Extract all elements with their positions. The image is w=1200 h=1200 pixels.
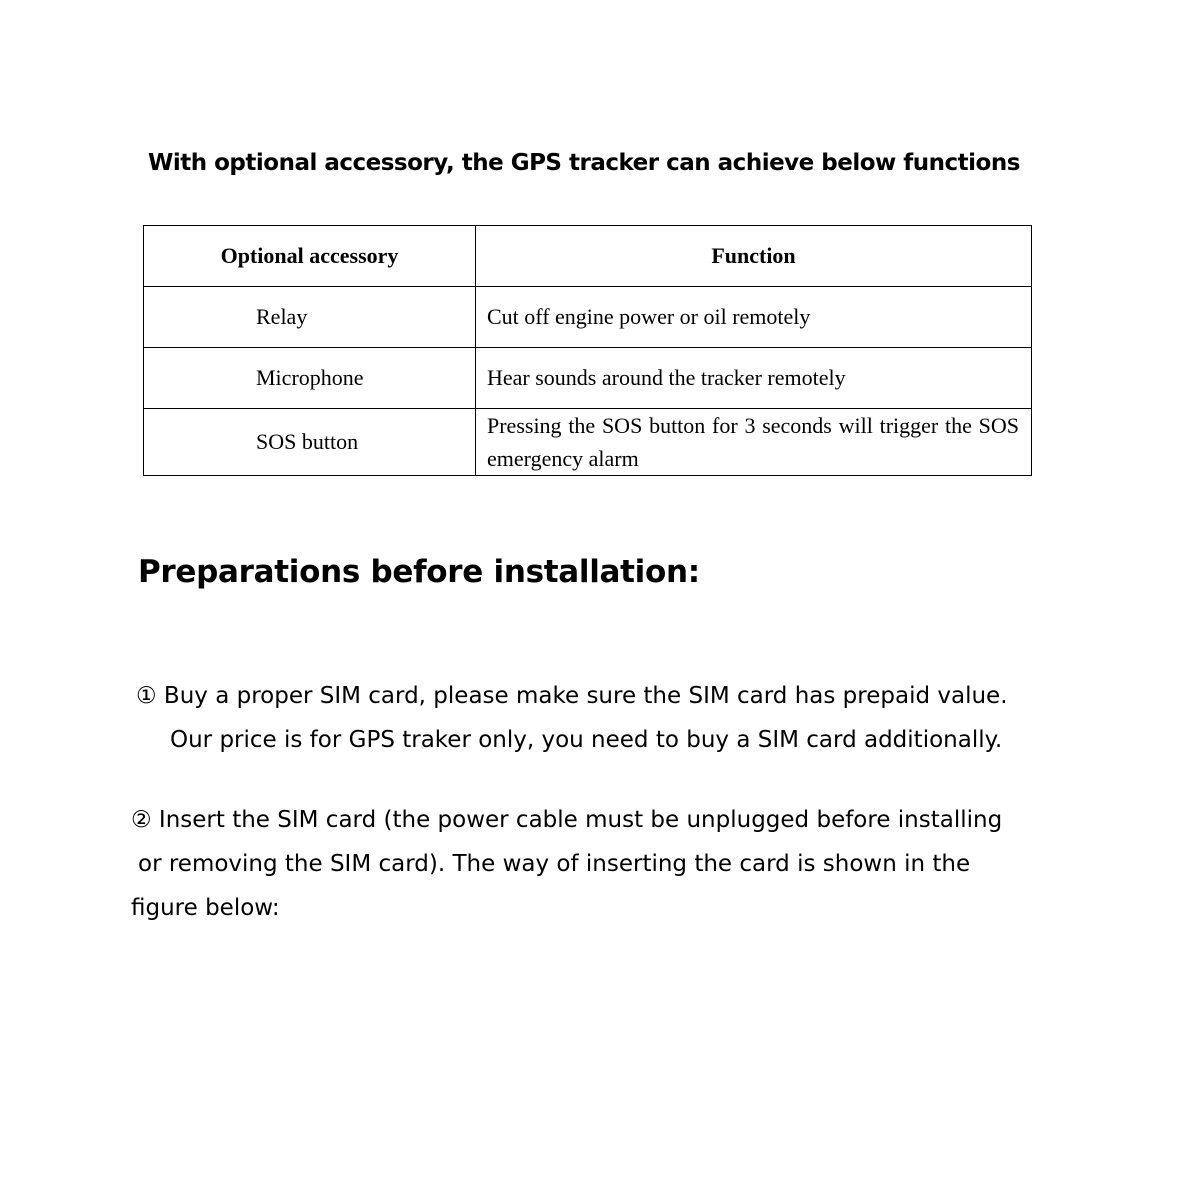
- table-row: [144, 287, 1032, 348]
- step-2-text: [131, 798, 1002, 930]
- step-2-line-1: ② Insert the SIM card (the power cable must be unplugged before installing: [131, 807, 1003, 833]
- accessory-table: [143, 225, 1032, 476]
- accessory-microphone: Microphone: [144, 348, 476, 409]
- function-microphone: Hear sounds around the tracker remotely: [476, 348, 1032, 409]
- step-2-line-2: or removing the SIM card). The way of inserting the card is shown in the: [138, 851, 971, 877]
- table-header-row: [144, 226, 1032, 287]
- preparations-heading: Preparations before installation:: [138, 554, 700, 590]
- step-2-line-3: figure below:: [131, 895, 280, 921]
- function-relay: Cut off engine power or oil remotely: [476, 287, 1032, 348]
- intro-heading: With optional accessory, the GPS tracker can achieve below functions: [148, 150, 1020, 176]
- header-function: Function: [476, 226, 1032, 287]
- accessory-sos-button: SOS button: [144, 409, 476, 476]
- step-1-line-2: Our price is for GPS traker only, you need to buy a SIM card additionally.: [170, 727, 1003, 753]
- table-row: [144, 348, 1032, 409]
- accessory-relay: Relay: [144, 287, 476, 348]
- step-1-text: [136, 674, 1008, 762]
- step-1-line-1: ① Buy a proper SIM card, please make sure the SIM card has prepaid value.: [136, 683, 1008, 709]
- function-sos-button: Pressing the SOS button for 3 seconds will trigger the SOS emergency alarm: [476, 409, 1032, 476]
- header-optional-accessory: Optional accessory: [144, 226, 476, 287]
- table-row: [144, 409, 1032, 476]
